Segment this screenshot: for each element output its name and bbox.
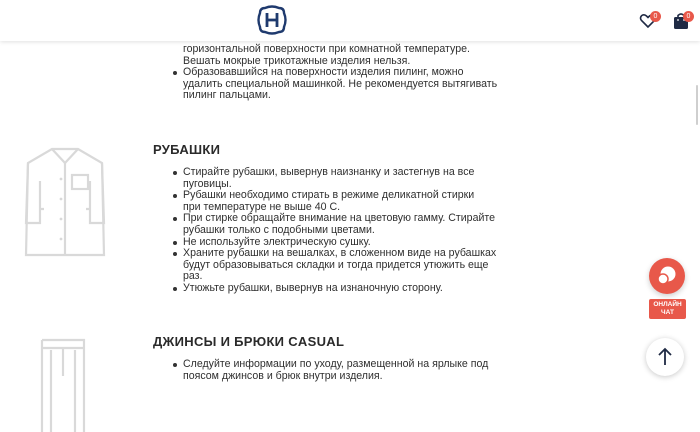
list-item: Храните рубашки на вешалках, в сложенном виде на рубашках [171,248,551,260]
favorites-count-badge: 0 [650,11,661,22]
list-item: будут образовываться складки и тогда придется утюжить еще [183,258,489,271]
list-item: Стирайте рубашки, вывернув наизнанку и застегнув на все [171,167,551,179]
knitwear-care-list [171,44,551,102]
shirt-icon [22,145,108,263]
brand-logo-icon[interactable] [257,5,287,35]
list-item: При стирке обращайте внимание на цветовую гамму. Стирайте [171,213,551,225]
shirts-care-list [171,167,551,295]
scroll-to-top-button[interactable] [646,338,684,376]
online-chat-label[interactable] [649,299,686,319]
chat-label-line1: ОНЛАЙН [653,301,682,308]
scrollbar-thumb[interactable] [696,85,698,125]
site-header [0,0,700,41]
chat-bubble-icon [649,258,685,294]
section-title-shirts: РУБАШКИ [153,142,221,157]
list-item: рубашки только с подобными цветами. [183,223,375,236]
list-item: Следуйте информации по уходу, размещенной на ярлыке под [171,359,551,371]
list-item: Утюжьте рубашки, вывернув на изнаночную сторону. [171,283,551,295]
list-item: Не используйте электрическую сушку. [171,237,551,249]
cart-count-badge: 0 [683,11,694,22]
list-item: удалить специальной машинкой. Не рекомендуется вытягивать [183,77,498,90]
list-item: горизонтальной поверхности при комнатной температуре. [183,43,470,55]
chat-label-line2: ЧАТ [661,309,674,316]
list-item: при температуре не выше 40 С. [183,200,341,213]
list-item: Рубашки необходимо стирать в режиме деликатной стирки [171,190,551,202]
list-item: пуговицы. [183,177,232,190]
online-chat-button[interactable] [649,258,685,294]
list-item: пилинг пальцами. [183,89,271,102]
arrow-up-icon [646,338,684,376]
list-item: Вешать мокрые трикотажные изделия нельзя. [183,54,411,67]
list-item: поясом джинсов и брюк внутри изделия. [183,369,383,382]
list-item: Образовавшийся на поверхности изделия пилинг, можно [171,67,551,79]
list-item: раз. [183,270,203,283]
trousers-icon [38,336,88,432]
section-title-jeans: ДЖИНСЫ И БРЮКИ CASUAL [153,334,345,349]
jeans-care-list [171,359,551,382]
